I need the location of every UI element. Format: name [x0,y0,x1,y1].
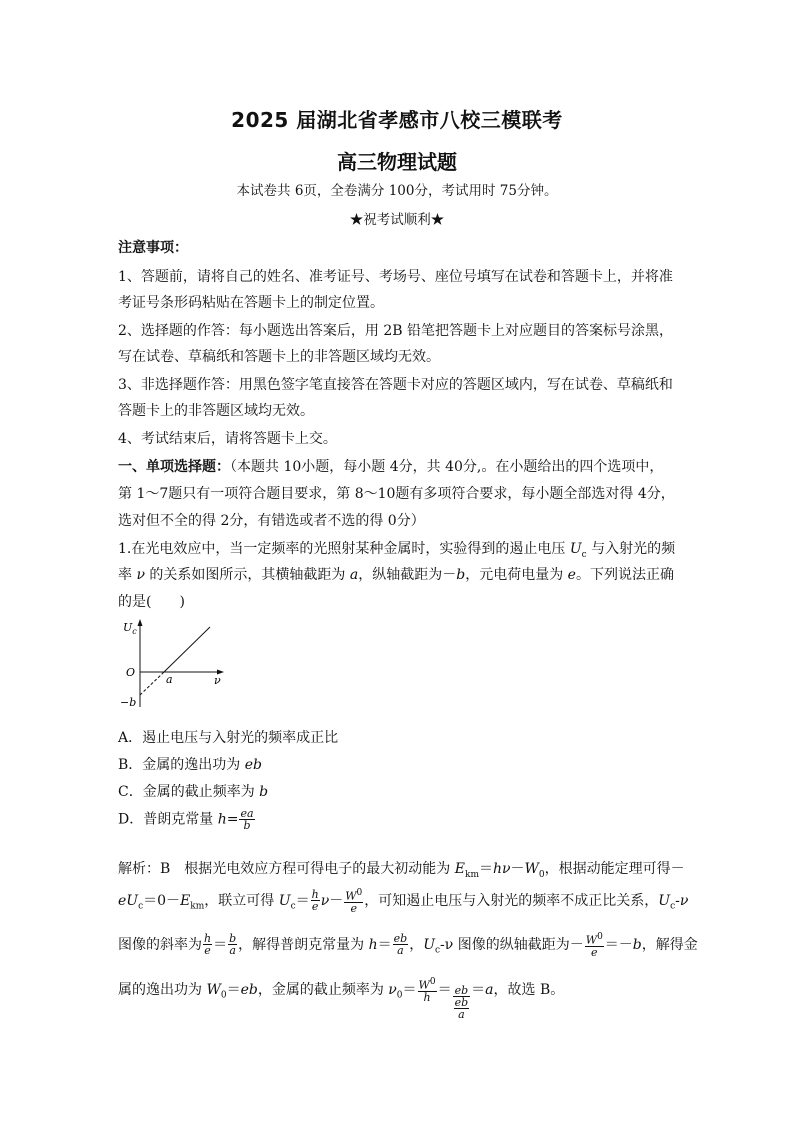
frac-slope-b-a: $\frac{b}{a}$ [229,932,237,958]
frac-eb-a: $\frac{eb}{a}$ [393,932,408,958]
option-d[interactable] [118,808,688,831]
frac-eb-over-eb-a: $\frac{eb}{\frac{eb}{a}}$ [454,984,469,1022]
q1-l2-c: ，纵轴截距为－ [358,567,457,583]
exam-subject: 高三物理试题 [337,150,457,174]
uc-nu-graph [118,615,228,715]
x-intercept-label: a [166,673,173,686]
option-c-text: C．金属的截止频率为 [118,784,260,800]
y-axis-label: $U_c$ [123,621,137,636]
option-d-fraction: $\frac{ea}{b}$ [240,807,254,832]
analysis-line-4: 属的逸出功为 $W_0=eb$，金属的截止频率为 $\nu_0=$ $\frac{W^0}{h}$ ＝ $\frac{eb}{\frac{eb}{a}}$ ＝a，故选 B。 [118,977,565,1022]
graph-line-solid [164,627,210,672]
exam-title: 2025 届湖北省孝感市八校三模联考 [231,108,563,132]
note-3-line-2: 答题卡上的非答题区域均无效。 [118,403,314,419]
q1-l2-bvar: b [456,567,466,583]
q1-l2-a: 率 [118,567,137,583]
note-1-line-2: 考证号条形码粘贴在答题卡上的制定位置。 [118,295,384,311]
x-axis-label: ν [214,674,221,687]
note-4: 4、考试结束后，请将答题卡上交。 [118,431,337,447]
graph-line-dashed [140,672,164,695]
frac-w0-h: $\frac{W^0}{h}$ [418,977,436,1004]
option-d-h: h [217,811,227,828]
option-b-text: B．金属的逸出功为 [118,757,245,773]
q1-l2-avar: a [349,567,359,583]
notes-heading: 注意事项： [118,240,188,256]
exam-wish: ★祝考试顺利★ [349,212,445,228]
frac-h-e: $\frac{h}{e}$ [311,888,319,914]
q1-sub-c: c [581,549,587,560]
option-b[interactable] [118,754,688,774]
question-1-line-1 [118,538,688,560]
frac-w0-e-2: $\frac{W^0}{e}$ [585,932,603,959]
option-c[interactable] [118,781,688,801]
origin-label: O [126,666,136,679]
option-d-text: D．普朗克常量 [118,811,218,828]
option-a[interactable]: A．遏止电压与入射光的频率成正比 [118,730,339,746]
option-d-eq: = [226,811,239,828]
q1-var-u: U [569,541,582,557]
section-1-line-1 [118,456,688,476]
section-1-desc: （本题共 10小题，每小题 4分，共 40分,。在小题给出的四个选项中， [230,459,664,475]
note-1-line-1: 1、答题前，请将自己的姓名、准考证号、考场号、座位号填写在试卷和答题卡上，并将准 [118,269,673,285]
q1-l2-nu: ν [136,567,145,583]
analysis-line-3: 图像的斜率为 $\frac{h}{e}$ ＝ $\frac{b}{a}$ ，解得普朗克常量为 h＝ $\frac{eb}{a}$ ，$U_c-\nu$ 图像的纵轴截距为－ $\frac{W^0}{e}$ ＝－b，解得金 [118,932,698,959]
analysis-line-1: 解析：B 根据光电效应方程可得电子的最大初动能为 $E_{km}=h\nu-W_0$，根据动能定理可得－ [118,861,685,880]
note-3-line-1: 3、非选择题作答：用黑色签字笔直接答在答题卡对应的答题区域内，写在试卷、草稿纸和 [118,377,673,393]
option-b-var: eb [244,757,262,773]
option-c-var: b [259,784,269,800]
question-1-line-2 [118,564,688,584]
y-axis-arrow [138,619,143,626]
section-1-line-3: 选对但不全的得 2分，有错选或者不选的得 0分） [118,513,425,529]
note-2-line-1: 2、选择题的作答：每小题选出答案后，用 2B 铅笔把答题卡上对应题目的答案标号涂黑， [118,323,674,339]
exam-info: 本试卷共 6页，全卷满分 100分，考试用时 75分钟。 [236,183,558,199]
q1-l2-evar: e [567,567,576,583]
q1-l2-e: 。下列说法正确 [575,567,674,583]
frac-slope-h-e: $\frac{h}{e}$ [204,932,212,958]
section-1-heading: 一、单项选择题： [118,459,230,475]
y-intercept-label: −b [120,696,137,709]
question-1-line-3: 的是( ) [118,594,185,610]
note-2-line-2: 写在试卷、草稿纸和答题卡上的非答题区域均无效。 [118,349,440,365]
q1-text-a: 1.在光电效应中，当一定频率的光照射某种金属时，实验得到的遏止电压 [118,541,570,557]
q1-l2-b: 的关系如图所示，其横轴截距为 [144,567,350,583]
section-1-line-2: 第 1～7题只有一项符合题目要求，第 8～10题有多项符合要求，每小题全部选对得 4分， [118,486,675,502]
q1-text-b: 与入射光的频 [586,541,676,557]
analysis-line-2: $eU_c=0-E_{km}$，联立可得 $U_c=$ $\frac{h}{e}$ ν－ $\frac{W^0}{e}$ ，可知遏止电压与入射光的频率不成正比关系，$U_c-\nu$ [118,888,689,915]
q1-l2-d: ，元电荷电量为 [465,567,568,583]
frac-w0-e: $\frac{W^0}{e}$ [345,888,363,915]
